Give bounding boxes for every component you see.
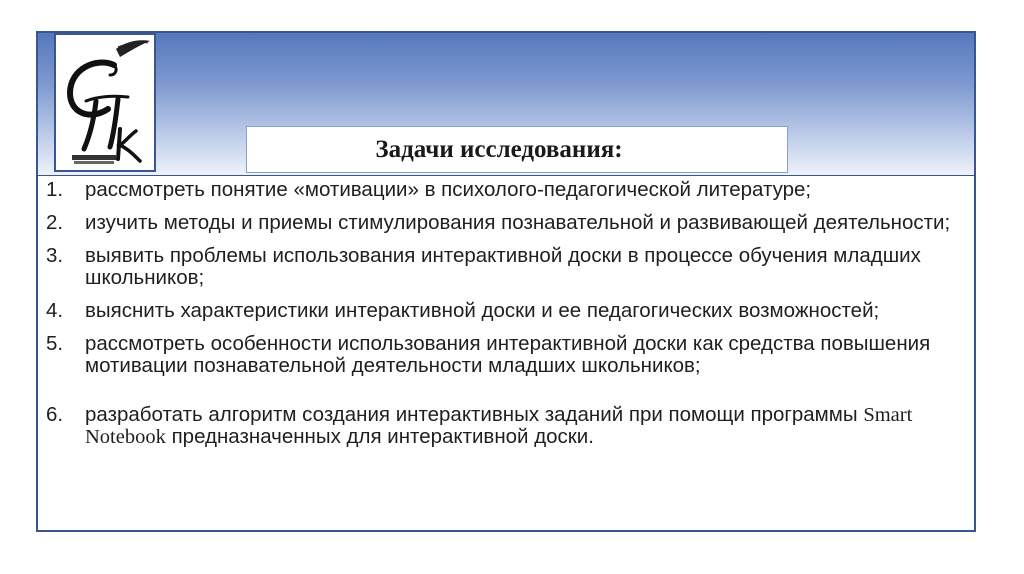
list-item-text: выявить проблемы использования интерактивной доски в процессе обучения младших школьников;: [85, 244, 921, 289]
list-item-text: выяснить характеристики интерактивной доски и ее педагогических возможностей;: [85, 299, 880, 322]
list-item-text-start: разработать алгоритм создания интерактивных заданий при помощи программы: [85, 403, 858, 426]
task-list: [38, 179, 974, 459]
list-item: [38, 212, 974, 234]
page-title: Задачи исследования:: [375, 135, 623, 163]
list-item-number: 4.: [46, 299, 64, 322]
list-item-number: 5.: [46, 332, 64, 355]
list-item-text: изучить методы и приемы стимулирования познавательной и развивающей деятельности;: [85, 211, 951, 234]
title-box: [246, 126, 788, 173]
list-item-number: 2.: [46, 211, 64, 234]
list-item: [38, 300, 974, 322]
list-item-number: 3.: [46, 244, 64, 267]
software-name: Smart Notebook: [85, 404, 913, 448]
logo-monogram-icon: [56, 35, 154, 170]
ornate-monogram-logo: [54, 33, 156, 172]
list-item-text: рассмотреть особенности использования интерактивной доски как средства повышения мотивации познавательной деятельности младших школьников;: [85, 332, 931, 377]
list-item-text: рассмотреть понятие «мотивации» в психолого-педагогической литературе;: [85, 178, 812, 201]
slide-frame: [36, 31, 976, 532]
list-item-number: 6.: [46, 403, 64, 426]
list-item-text-end: предназначенных для интерактивной доски.: [171, 425, 594, 448]
list-item: [38, 245, 974, 289]
list-item: [38, 333, 974, 377]
list-item: [38, 404, 974, 448]
list-item: [38, 179, 974, 201]
list-item-number: 1.: [46, 178, 64, 201]
